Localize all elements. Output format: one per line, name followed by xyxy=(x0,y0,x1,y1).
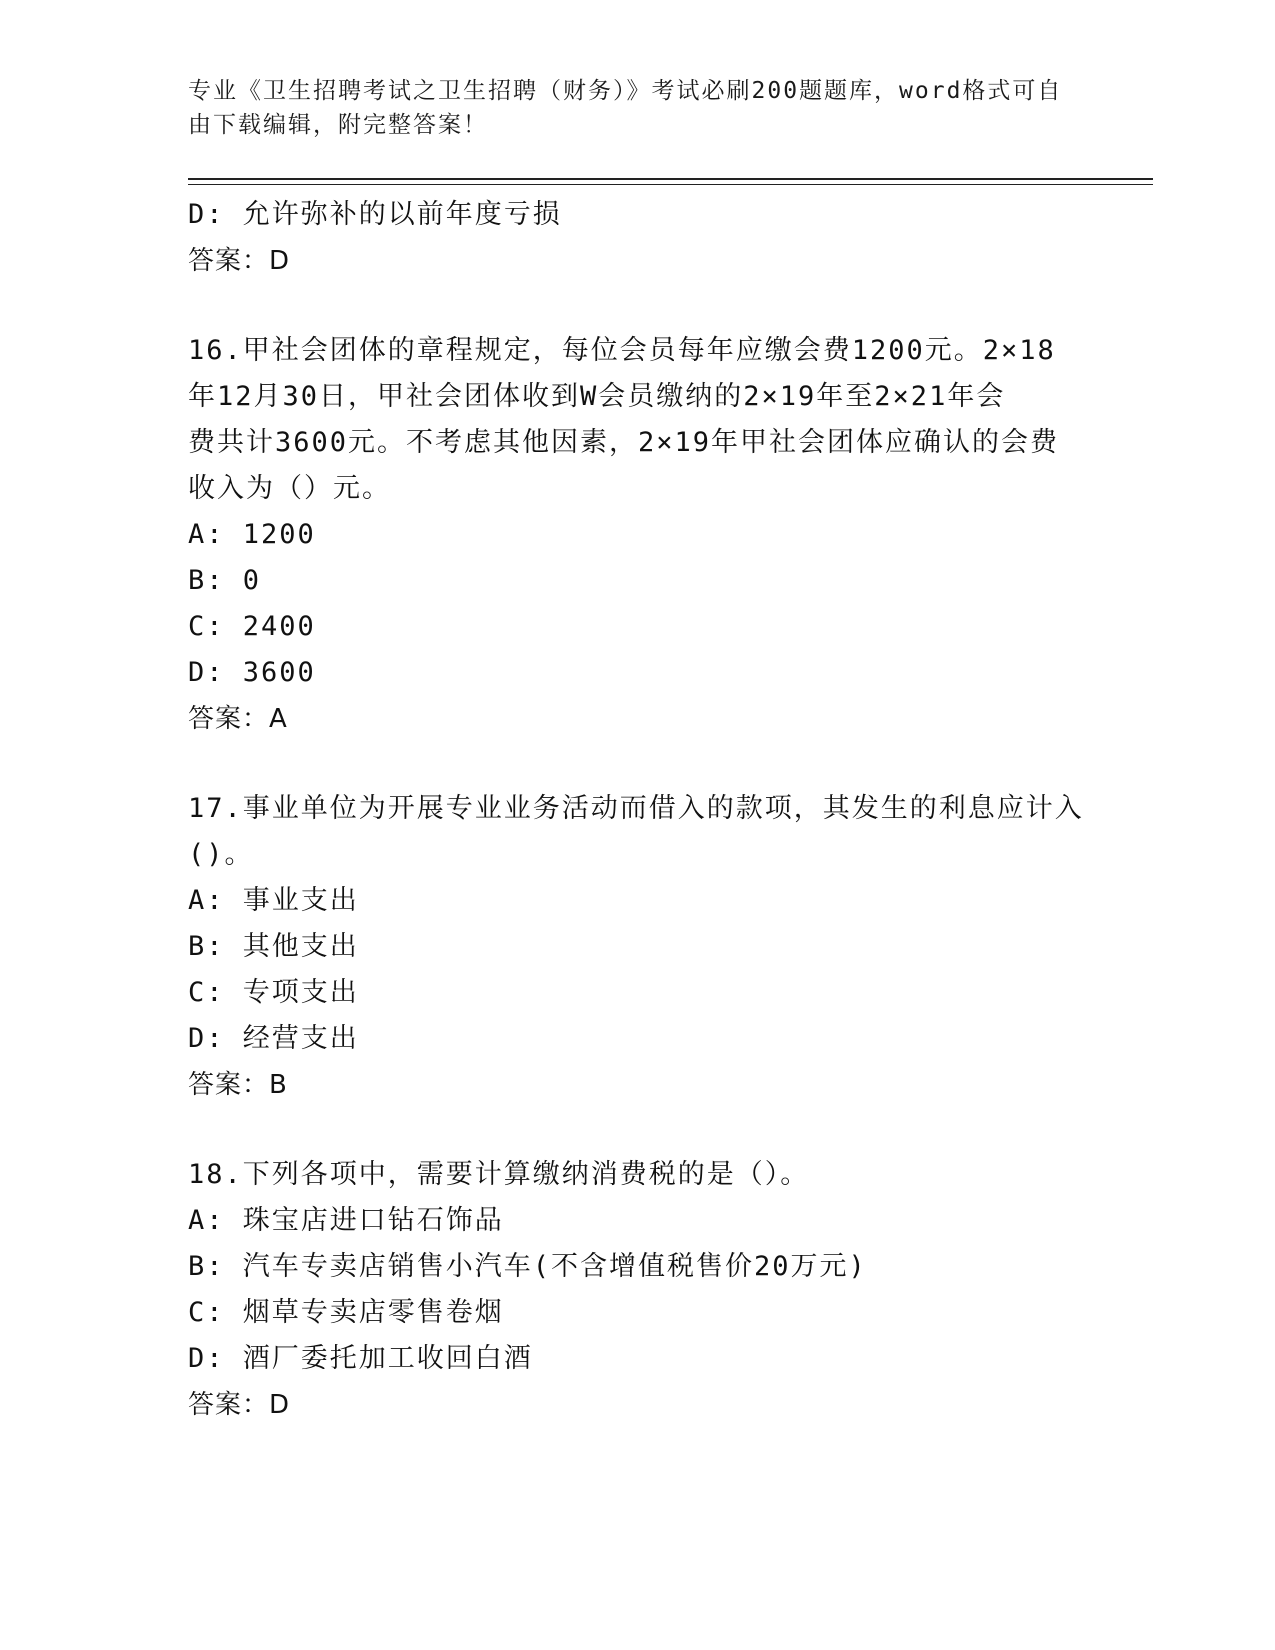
question-16 xyxy=(188,328,1088,742)
question-text-line: 收入为（）元。 xyxy=(188,473,391,504)
option-d: D: 3600 xyxy=(188,657,316,688)
option-a: A: 珠宝店进口钻石饰品 xyxy=(188,1205,504,1236)
question-text-line: 年12月30日，甲社会团体收到W会员缴纳的2×19年至2×21年会 xyxy=(188,381,1006,412)
answer-line: 答案：B xyxy=(188,1070,288,1100)
header-divider-thick xyxy=(188,178,1153,180)
header-divider-thin xyxy=(188,184,1153,185)
header-line-2: 由下载编辑，附完整答案！ xyxy=(188,112,488,138)
answer-line: 答案：D xyxy=(188,246,291,276)
question-17 xyxy=(188,786,1088,1108)
option-b: B: 0 xyxy=(188,565,262,596)
option-a: A: 事业支出 xyxy=(188,885,359,916)
question-text-line: 费共计3600元。不考虑其他因素，2×19年甲社会团体应确认的会费 xyxy=(188,427,1060,458)
option-d: D: 经营支出 xyxy=(188,1023,359,1054)
option-d: D: 酒厂委托加工收回白酒 xyxy=(188,1343,533,1374)
option-a: A: 1200 xyxy=(188,519,316,550)
question-text-line: 16.甲社会团体的章程规定，每位会员每年应缴会费1200元。2×18 xyxy=(188,335,1056,366)
previous-question-tail xyxy=(188,192,1088,284)
document-header xyxy=(188,74,1068,142)
question-text-line: 17.事业单位为开展专业业务活动而借入的款项，其发生的利息应计入 xyxy=(188,793,1084,824)
option-b: B: 其他支出 xyxy=(188,931,359,962)
document-body xyxy=(188,192,1088,1428)
option-d: D: 允许弥补的以前年度亏损 xyxy=(188,199,562,230)
question-text-line: ()。 xyxy=(188,839,254,870)
option-c: C: 2400 xyxy=(188,611,316,642)
answer-line: 答案：A xyxy=(188,704,288,734)
question-18 xyxy=(188,1152,1088,1428)
question-text-line: 18.下列各项中，需要计算缴纳消费税的是（）。 xyxy=(188,1159,810,1190)
header-line-1: 专业《卫生招聘考试之卫生招聘（财务）》考试必刷200题题库，word格式可自 xyxy=(188,78,1063,104)
option-b: B: 汽车专卖店销售小汽车(不含增值税售价20万元) xyxy=(188,1251,867,1282)
option-c: C: 烟草专卖店零售卷烟 xyxy=(188,1297,504,1328)
answer-line: 答案：D xyxy=(188,1390,291,1420)
option-c: C: 专项支出 xyxy=(188,977,359,1008)
